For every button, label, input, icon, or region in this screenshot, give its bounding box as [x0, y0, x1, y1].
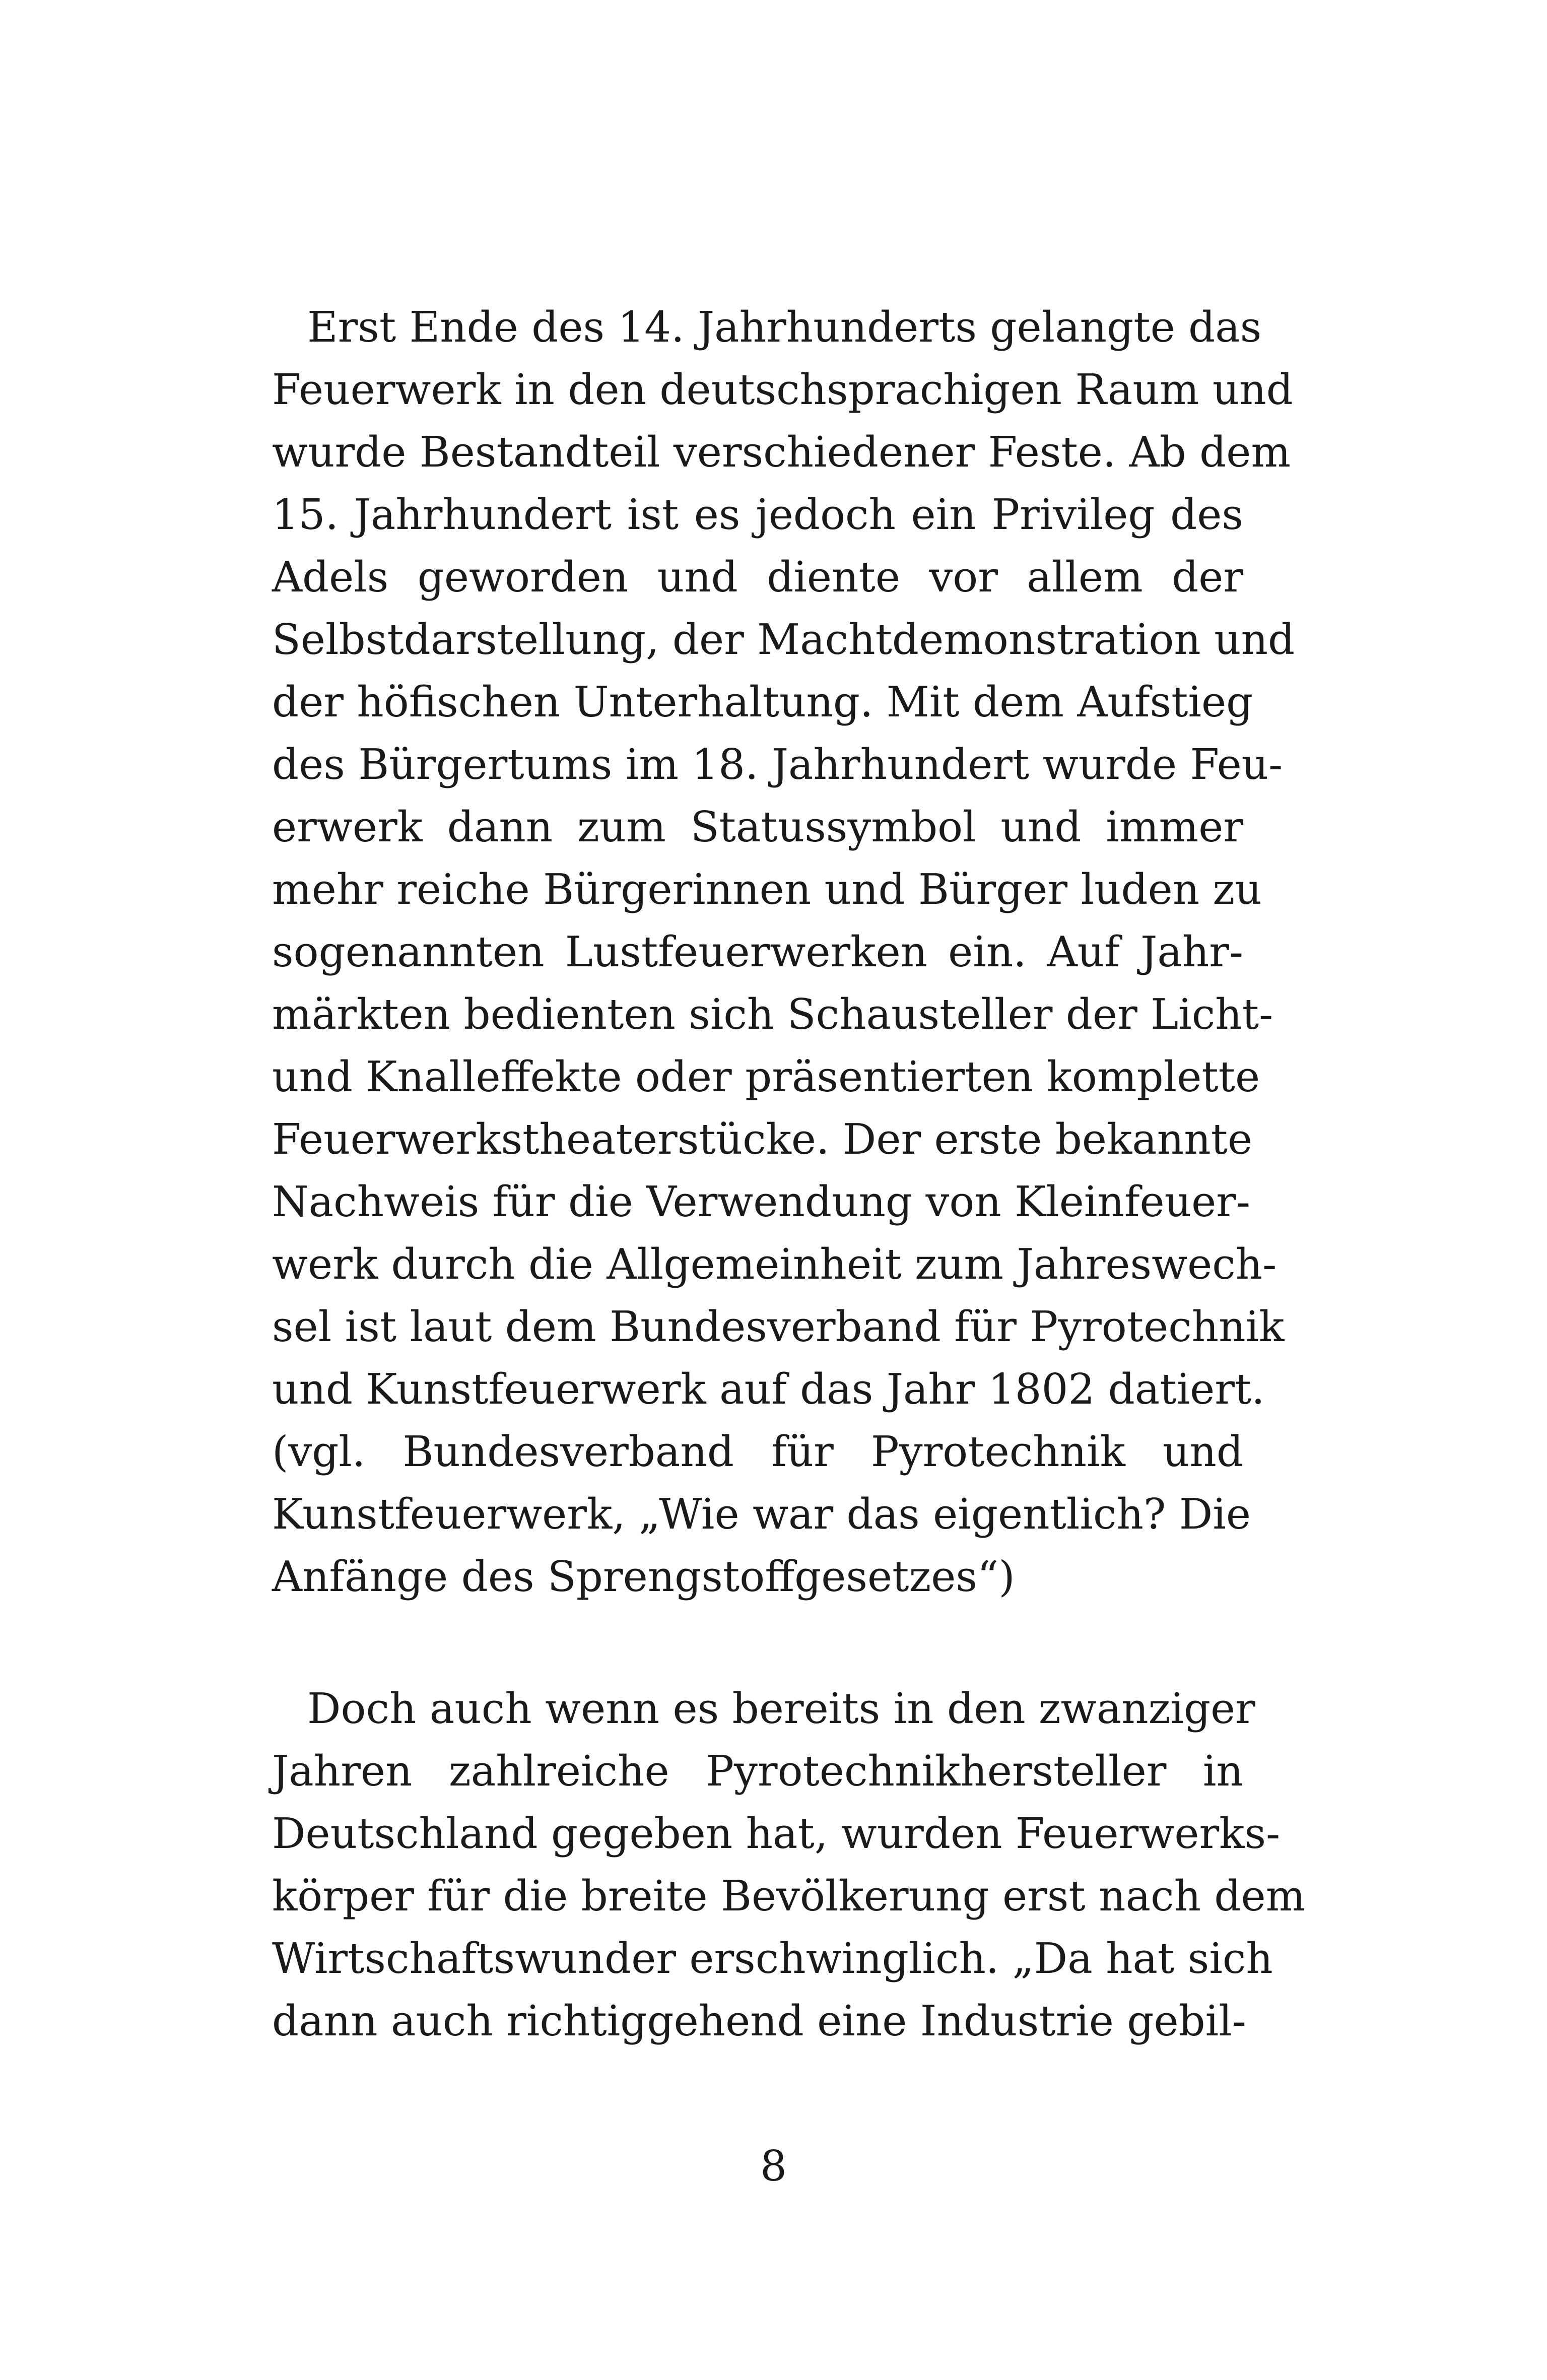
- paragraph-industry: [272, 1678, 1306, 2053]
- text-line: Anfänge des Sprengstoffgesetzes“): [272, 1552, 1015, 1601]
- text-line: wurde Bestandteil verschiedener Feste. Ab dem: [272, 428, 1291, 477]
- text-line: Adels geworden und diente vor allem der: [272, 553, 1243, 602]
- text-line: sogenannten Lustfeuerwerken ein. Auf Jahr-: [272, 928, 1243, 976]
- page-number: 8: [760, 2142, 787, 2191]
- text-line: und Kunstfeuerwerk auf das Jahr 1802 datiert.: [272, 1365, 1265, 1414]
- text-line: Kunstfeuerwerk, „Wie war das eigentlich? Die: [272, 1490, 1251, 1539]
- text-line: Doch auch wenn es bereits in den zwanziger: [307, 1684, 1255, 1733]
- text-line: Selbstdarstellung, der Machtdemonstration und: [272, 615, 1295, 664]
- text-line: des Bürgertums im 18. Jahrhundert wurde Feu-: [272, 740, 1283, 789]
- text-line: erwerk dann zum Statussymbol und immer: [272, 803, 1243, 851]
- text-line: Feuerwerkstheaterstücke. Der erste bekannte: [272, 1115, 1253, 1164]
- text-line: der höfischen Unterhaltung. Mit dem Aufstieg: [272, 678, 1253, 726]
- text-line: märkten bedienten sich Schausteller der Licht-: [272, 990, 1273, 1039]
- text-line: körper für die breite Bevölkerung erst nach dem: [272, 1872, 1306, 1921]
- text-line: sel ist laut dem Bundesverband für Pyrotechnik: [272, 1302, 1285, 1351]
- text-line: dann auch richtiggehend eine Industrie gebil-: [272, 1997, 1246, 2045]
- text-line: 15. Jahrhundert ist es jedoch ein Privileg des: [272, 490, 1243, 539]
- text-line: Deutschland gegeben hat, wurden Feuerwerks-: [272, 1809, 1281, 1858]
- paragraph-history: [272, 296, 1295, 1608]
- text-line: Feuerwerk in den deutschsprachigen Raum und: [272, 365, 1293, 414]
- text-line: und Knalleffekte oder präsentierten komplette: [272, 1052, 1260, 1101]
- text-line: mehr reiche Bürgerinnen und Bürger luden zu: [272, 865, 1262, 914]
- text-line: Nachweis für die Verwendung von Kleinfeuer-: [272, 1177, 1250, 1226]
- text-line: (vgl. Bundesverband für Pyrotechnik und: [272, 1427, 1243, 1476]
- text-line: werk durch die Allgemeinheit zum Jahreswech-: [272, 1240, 1277, 1289]
- text-line: Wirtschaftswunder erschwinglich. „Da hat sich: [272, 1934, 1273, 1983]
- text-line: Jahren zahlreiche Pyrotechnikhersteller in: [272, 1747, 1243, 1796]
- text-line: Erst Ende des 14. Jahrhunderts gelangte das: [307, 303, 1262, 352]
